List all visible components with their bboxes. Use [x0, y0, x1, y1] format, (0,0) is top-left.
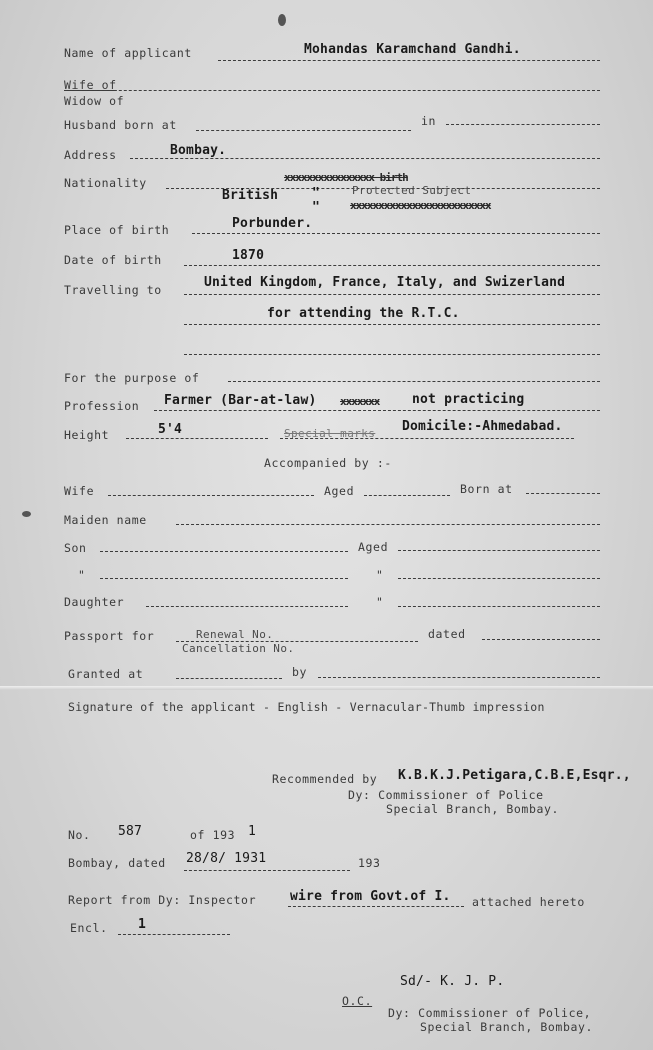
by-label: by [292, 665, 308, 679]
maiden-line [176, 524, 600, 525]
recommender-title-1: Dy: Commissioner of Police [348, 788, 544, 802]
cancellation-label: Cancellation No. [182, 642, 295, 655]
bombay-dated-line [184, 870, 350, 871]
son2-aged-line [398, 578, 600, 579]
encl-label: Encl. [70, 921, 108, 935]
address-line [130, 158, 600, 159]
encl-line [118, 934, 230, 935]
passport-label: Passport for [64, 629, 155, 643]
no-label: No. [68, 828, 91, 842]
birthplace-value: Porbunder. [232, 216, 313, 231]
sd-value: Sd/- K. J. P. [400, 974, 505, 989]
daughter-label: Daughter [64, 595, 125, 609]
profession-label: Profession [64, 399, 140, 413]
ditto-mark: " [376, 595, 384, 609]
profession-struck-text: xxxxxxx [340, 395, 380, 408]
no-value: 587 [118, 824, 143, 839]
oc-label: O.C. [342, 994, 373, 1008]
travel-value-line1: United Kingdom, France, Italy, and Swizerland [204, 275, 566, 290]
footer-title-2: Special Branch, Bombay. [420, 1020, 594, 1034]
bombay-dated-value: 28/8/ 1931 [186, 851, 267, 866]
ditto-mark: " [312, 186, 321, 201]
report-value: wire from Govt.of I. [290, 889, 451, 904]
bombay-dated-label: Bombay, dated [68, 856, 166, 870]
scan-seam [0, 686, 653, 690]
husband-line [196, 130, 411, 131]
of-label: of 193 [190, 828, 236, 842]
ditto-mark: " [376, 568, 384, 582]
recommended-value: K.B.K.J.Petigara,C.B.E,Esqr., [398, 768, 631, 783]
passport-dated-label: dated [428, 627, 466, 641]
nationality-value: British [222, 188, 279, 203]
travel-line-2 [184, 324, 600, 325]
wife2-label: Wife [64, 484, 95, 498]
wife-label: Wife of [64, 78, 117, 92]
born-at-line [526, 493, 600, 494]
height-label: Height [64, 428, 110, 442]
of-value: 1 [248, 824, 257, 839]
height-line [126, 438, 268, 439]
name-line [218, 60, 600, 61]
special-marks-struck: Special marks [284, 427, 376, 440]
purpose-label: For the purpose of [64, 371, 200, 385]
travel-label: Travelling to [64, 283, 162, 297]
son-aged-line [398, 550, 600, 551]
nationality-struck-text: xxxxxxxxxxxxxxxx birth [284, 171, 408, 184]
address-value: Bombay. [170, 143, 227, 158]
accompanied-label: Accompanied by :- [264, 456, 392, 470]
daughter-line [146, 606, 348, 607]
wife-aged-line [364, 495, 450, 496]
maiden-label: Maiden name [64, 513, 147, 527]
ink-blot [22, 511, 31, 517]
birthplace-line [192, 233, 600, 234]
signature-label: Signature of the applicant - English - Vernacular-Thumb impression [68, 700, 545, 714]
travel-line-3 [184, 354, 600, 355]
in-label: in [421, 114, 437, 128]
encl-value: 1 [138, 917, 147, 932]
year-suffix: 193 [358, 856, 381, 870]
widow-label: Widow of [64, 94, 125, 108]
ditto-mark: " [312, 200, 321, 215]
daughter-aged-line [398, 606, 600, 607]
dob-line [184, 265, 600, 266]
recommender-title-2: Special Branch, Bombay. [386, 802, 560, 816]
address-label: Address [64, 148, 117, 162]
special-marks-line [280, 438, 574, 439]
name-value: Mohandas Karamchand Gandhi. [304, 42, 521, 57]
report-label: Report from Dy: Inspector [68, 893, 257, 907]
purpose-line [228, 381, 600, 382]
protected-subject-label: Protected Subject [352, 184, 472, 197]
dob-value: 1870 [232, 248, 265, 263]
passport-dated-line [482, 639, 600, 640]
attached-label: attached hereto [472, 895, 585, 909]
recommended-label: Recommended by [272, 772, 378, 786]
profession-line [154, 410, 600, 411]
protected-struck-text: xxxxxxxxxxxxxxxxxxxxxxxxx [350, 199, 491, 212]
ink-blot [278, 14, 286, 26]
profession-value: Farmer (Bar-at-law) [164, 393, 317, 408]
wife-line [64, 90, 600, 91]
son2-line [100, 578, 348, 579]
granted-line [176, 678, 282, 679]
travel-value-line2: for attending the R.T.C. [267, 306, 460, 321]
ditto-mark: " [78, 568, 86, 582]
son-aged-label: Aged [358, 540, 389, 554]
nationality-label: Nationality [64, 176, 147, 190]
dob-label: Date of birth [64, 253, 162, 267]
born-at-label: Born at [460, 482, 513, 496]
height-value: 5'4 [158, 422, 183, 437]
son-label: Son [64, 541, 87, 555]
footer-title-1: Dy: Commissioner of Police, [388, 1006, 592, 1020]
report-line [288, 906, 464, 907]
renewal-label: Renewal No. [196, 628, 274, 641]
in-line [446, 124, 600, 125]
by-line [318, 677, 600, 678]
name-label: Name of applicant [64, 46, 192, 60]
domicile-value: Domicile:-Ahmedabad. [402, 419, 563, 434]
profession-value-2: not practicing [412, 392, 525, 407]
husband-label: Husband born at [64, 118, 177, 132]
birthplace-label: Place of birth [64, 223, 170, 237]
wife-aged-label: Aged [324, 484, 355, 498]
son-line [100, 551, 348, 552]
granted-label: Granted at [68, 667, 144, 681]
travel-line [184, 294, 600, 295]
wife2-line [108, 495, 314, 496]
